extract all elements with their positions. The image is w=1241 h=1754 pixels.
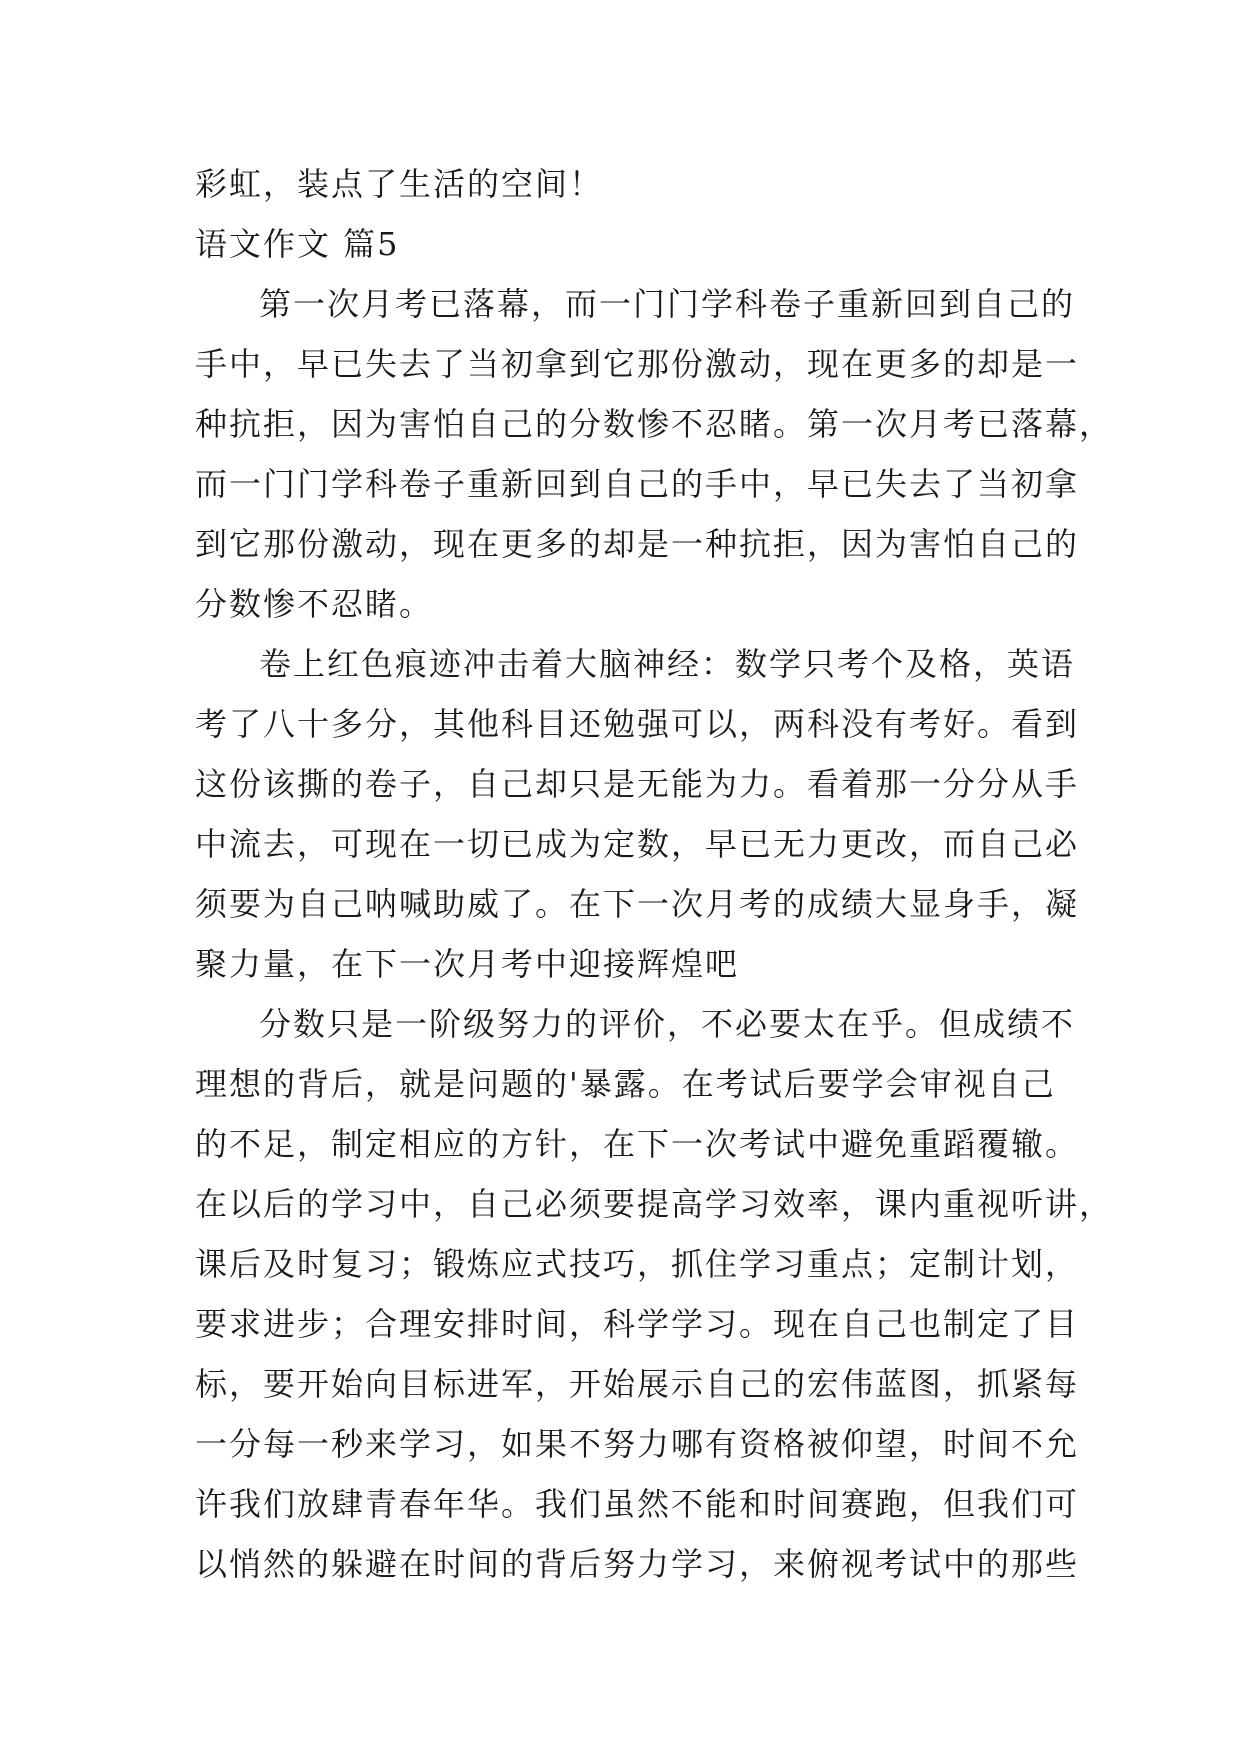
paragraph-line: 理想的背后，就是问题的'暴露。在考试后要学会审视自己 (195, 1065, 1056, 1103)
paragraph-line: 考了八十多分，其他科目还勉强可以，两科没有考好。看到 (195, 705, 1080, 743)
paragraph-line: 分数只是一阶级努力的评价，不必要太在乎。但成绩不 (259, 1005, 1076, 1043)
paragraph-line: 这份该撕的卷子，自己却只是无能为力。看着那一分分从手 (195, 765, 1080, 803)
paragraph-line: 要求进步；合理安排时间，科学学习。现在自己也制定了目 (195, 1305, 1080, 1343)
paragraph-line: 在以后的学习中，自己必须要提高学习效率，课内重视听讲， (195, 1185, 1114, 1223)
paragraph-line: 的不足，制定相应的方针，在下一次考试中避免重蹈覆辙。 (195, 1125, 1080, 1163)
paragraph-line: 第一次月考已落幕，而一门门学科卷子重新回到自己的 (259, 285, 1076, 323)
paragraph-line: 手中，早已失去了当初拿到它那份激动，现在更多的却是一 (195, 345, 1080, 383)
paragraph-line: 到它那份激动，现在更多的却是一种抗拒，因为害怕自己的 (195, 525, 1080, 563)
section-heading: 语文作文 篇5 (195, 225, 400, 263)
paragraph-line: 种抗拒，因为害怕自己的分数惨不忍睹。第一次月考已落幕， (195, 405, 1114, 443)
paragraph-line: 中流去，可现在一切已成为定数，早已无力更改，而自己必 (195, 825, 1080, 863)
paragraph-line: 一分每一秒来学习，如果不努力哪有资格被仰望，时间不允 (195, 1425, 1080, 1463)
paragraph-line: 以悄然的躲避在时间的背后努力学习，来俯视考试中的那些 (195, 1545, 1080, 1583)
paragraph-line: 标，要开始向目标进军，开始展示自己的宏伟蓝图，抓紧每 (195, 1365, 1080, 1403)
paragraph-line: 须要为自己呐喊助威了。在下一次月考的成绩大显身手，凝 (195, 885, 1080, 923)
paragraph-line: 分数惨不忍睹。 (195, 585, 434, 623)
paragraph-line: 课后及时复习；锻炼应式技巧，抓住学习重点；定制计划， (195, 1245, 1080, 1283)
paragraph-line: 许我们放肆青春年华。我们虽然不能和时间赛跑，但我们可 (195, 1485, 1080, 1523)
paragraph-line: 聚力量，在下一次月考中迎接辉煌吧 (195, 945, 740, 983)
paragraph-line: 而一门门学科卷子重新回到自己的手中，早已失去了当初拿 (195, 465, 1080, 503)
text-line: 彩虹，装点了生活的空间！ (195, 165, 604, 203)
paragraph-line: 卷上红色痕迹冲击着大脑神经：数学只考个及格，英语 (259, 645, 1076, 683)
